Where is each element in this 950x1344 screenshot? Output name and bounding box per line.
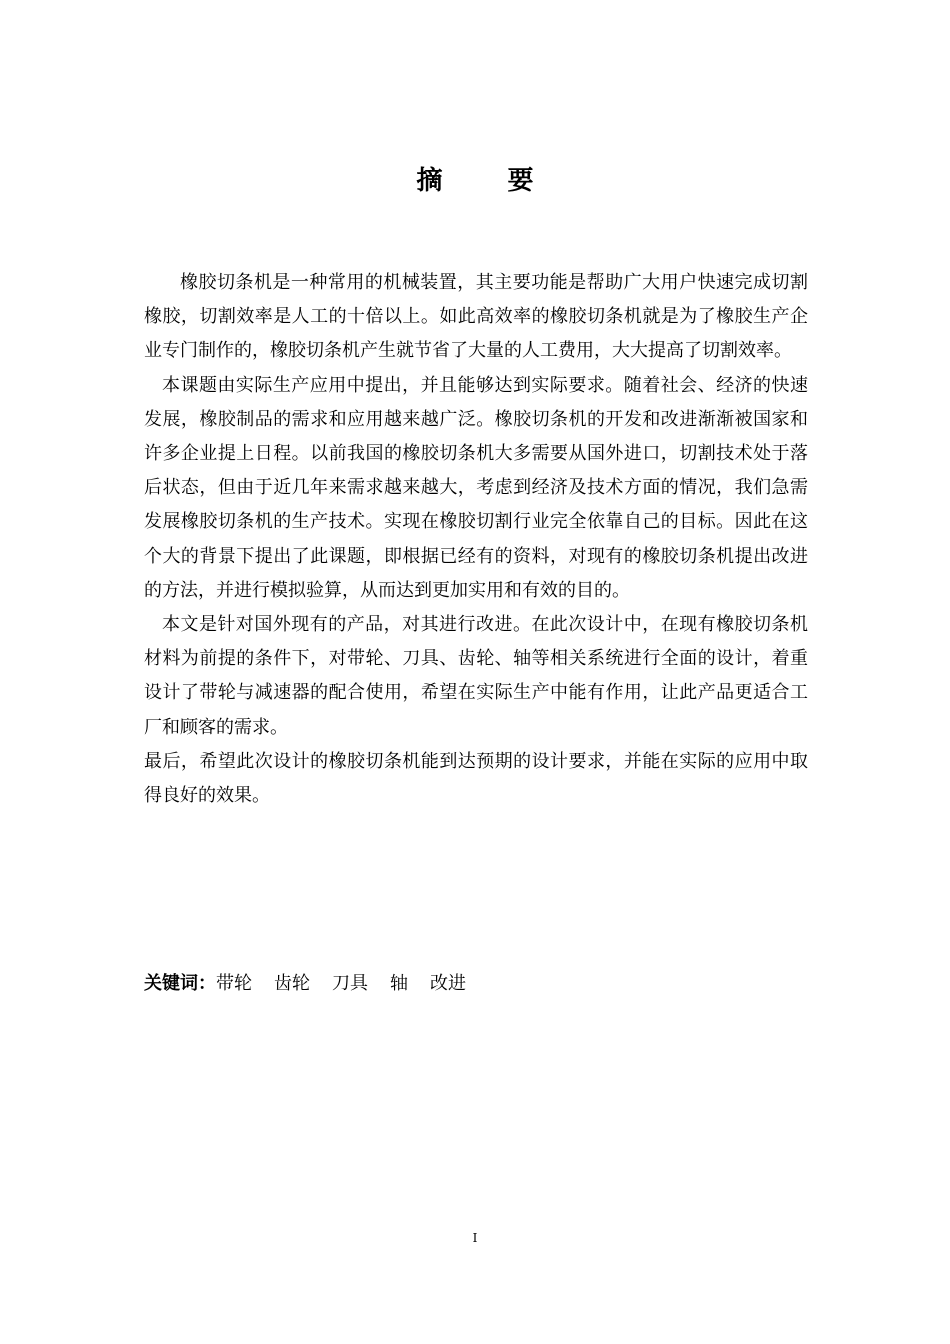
paragraph-1: 橡胶切条机是一种常用的机械装置，其主要功能是帮助广大用户快速完成切割橡胶，切割效率是人工的十倍以上。如此高效率的橡胶切条机就是为了橡胶生产企业专门制作的，橡胶切条机产生就节省了大量的人工费用，大大提高了切割效率。 xyxy=(144,272,808,362)
page-title: 摘 要 xyxy=(416,166,562,196)
paragraph-3: 本文是针对国外现有的产品，对其进行改进。在此次设计中，在现有橡胶切条机材料为前提的条件下，对带轮、刀具、齿轮、轴等相关系统进行全面的设计，着重设计了带轮与减速器的配合使用，希望在实际生产中能有作用，让此产品更适合工厂和顾客的需求。 xyxy=(144,614,808,738)
keyword-item: 刀具 xyxy=(332,973,368,994)
page-number: I xyxy=(472,1231,478,1245)
keywords-line xyxy=(144,970,488,998)
keyword-item: 轴 xyxy=(390,973,408,994)
keyword-item: 齿轮 xyxy=(274,973,310,994)
paragraph-2: 本课题由实际生产应用中提出，并且能够达到实际要求。随着社会、经济的快速发展，橡胶制品的需求和应用越来越广泛。橡胶切条机的开发和改进渐渐被国家和许多企业提上日程。以前我国的橡胶切条机大多需要从国外进口，切割技术处于落后状态，但由于近几年来需求越来越大，考虑到经济及技术方面的情况，我们急需发展橡胶切条机的生产技术。实现在橡胶切割行业完全依靠自己的目标。因此在这个大的背景下提出了此课题，即根据已经有的资料，对现有的橡胶切条机提出改进的方法，并进行模拟验算，从而达到更加实用和有效的目的。 xyxy=(144,374,808,601)
paragraph-4: 最后，希望此次设计的橡胶切条机能到达预期的设计要求，并能在实际的应用中取得良好的效果。 xyxy=(144,750,808,807)
keyword-item: 带轮 xyxy=(216,973,252,994)
keyword-item: 改进 xyxy=(430,973,466,994)
keywords-label: 关键词： xyxy=(144,973,216,994)
abstract-body xyxy=(144,266,808,813)
